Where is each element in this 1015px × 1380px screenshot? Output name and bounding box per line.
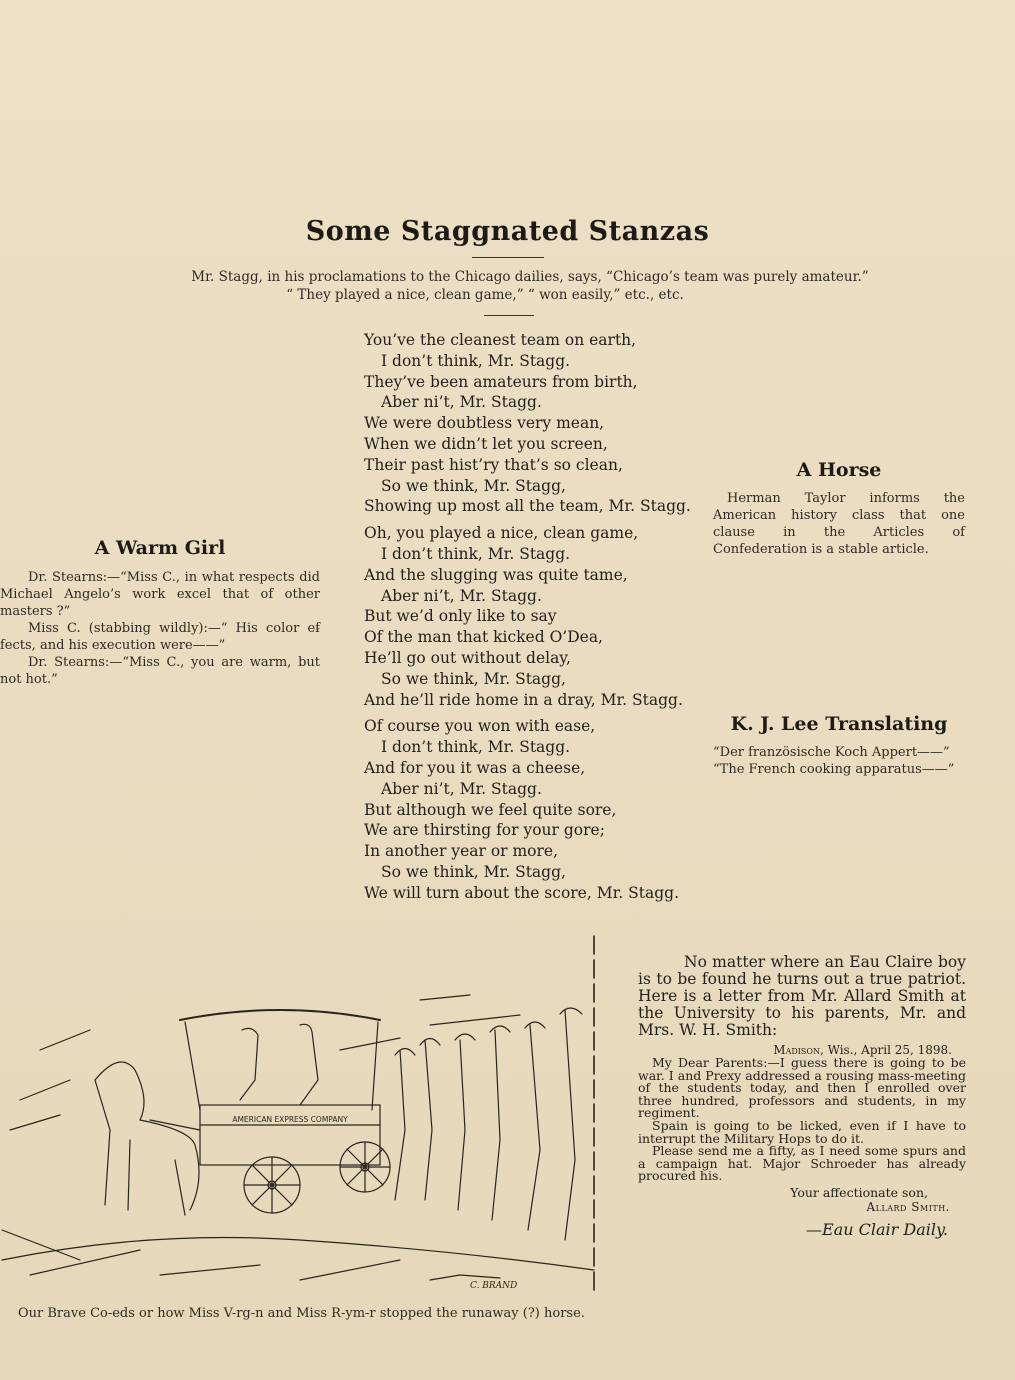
letter-paragraph: Spain is going to be licked, even if I have to interrupt the Military Hops to do it.	[638, 1117, 966, 1146]
poem-line: Showing up most all the team, Mr. Stagg.	[364, 497, 691, 516]
horse-text: Herman Taylor informs the American history class that one clause in the Articles of Confederation is a stable article.	[713, 491, 965, 557]
poem-line: We were doubtless very mean,	[364, 414, 605, 433]
letter-body	[638, 1057, 966, 1183]
poem-line: So we think, Mr. Stagg,	[381, 862, 566, 881]
poem-line: Aber ni’t, Mr. Stagg.	[381, 393, 542, 412]
dateline-place: Madison	[773, 1043, 820, 1057]
poem-line: I don’t think, Mr. Stagg.	[381, 351, 571, 370]
poem-line: And for you it was a cheese,	[364, 758, 586, 777]
stanza-1	[364, 330, 704, 517]
intro-line-2: “ They played a nice, clean game,” “ won easily,” etc., etc.	[286, 287, 684, 303]
patriot-section	[638, 954, 966, 1239]
poem-line: So we think, Mr. Stagg,	[381, 669, 566, 688]
lee-section	[713, 713, 965, 778]
poem-line: So we think, Mr. Stagg,	[381, 476, 566, 495]
poem-line: I don’t think, Mr. Stagg.	[381, 544, 571, 563]
poem-line: When we didn’t let you screen,	[364, 434, 608, 453]
poem-line: Aber ni’t, Mr. Stagg.	[381, 586, 542, 605]
poem-line: Their past hist’ry that’s so clean,	[364, 455, 623, 474]
letter-paragraph: Please send me a fifty, as I need some spurs and a campaign hat. Major Schroeder has already procured his.	[638, 1143, 966, 1184]
stanza-2	[364, 523, 704, 710]
letter-closing: Your affectionate son,	[790, 1184, 928, 1200]
poem-line: And the slugging was quite tame,	[364, 565, 628, 584]
poem-line: Oh, you played a nice, clean game,	[364, 524, 639, 543]
intro-note	[150, 268, 910, 304]
letter-signature: Allard Smith.	[866, 1199, 950, 1214]
warm-girl-paragraph: Dr. Stearns:—“Miss C., you are warm, but not hot.”	[0, 655, 320, 687]
poem-line: We are thirsting for your gore;	[364, 821, 605, 840]
horse-heading: A Horse	[796, 459, 882, 481]
page-title: Some Staggnated Stanzas	[305, 216, 710, 247]
poem-line: They’ve been amateurs from birth,	[364, 372, 638, 391]
poem-line: Of course you won with ease,	[364, 717, 596, 736]
warm-girl-heading: A Warm Girl	[94, 537, 226, 559]
wagon-illustration	[0, 930, 600, 1302]
warm-girl-paragraph: Miss C. (stabbing wildly):—“ His color ef̵ fects, and his execution were——”	[0, 621, 320, 653]
intro-rule	[484, 315, 534, 316]
patriot-lead: No matter where an Eau Claire boy is to be found he turns out a true patriot. Here is a letter from Mr. Allard Smith at the University to his parents, Mr. and Mrs. W. H. Smith:	[638, 953, 966, 1039]
dateline-rest: , Wis., April 25, 1898.	[819, 1043, 952, 1057]
poem-line: He’ll go out without delay,	[364, 648, 571, 667]
lee-line-1: “Der französische Koch Appert——”	[713, 745, 950, 760]
poem-line: But although we feel quite sore,	[364, 800, 617, 819]
poem-line: I don’t think, Mr. Stagg.	[381, 738, 571, 757]
poem-line: Aber ni’t, Mr. Stagg.	[381, 779, 542, 798]
poem	[364, 330, 704, 910]
letter-source: —Eau Clair Daily.	[806, 1219, 948, 1239]
lee-heading: K. J. Lee Translating	[730, 713, 948, 735]
letter-paragraph: My Dear Parents:—I guess there is going to be war. I and Prexy addressed a rousing mass-meeting of the students today, and then I enrolled over three hundred, professors and students, in my regiment.	[638, 1055, 966, 1121]
stanza-3	[364, 716, 704, 903]
intro-line-1: Mr. Stagg, in his proclamations to the Chicago dailies, says, “Chicago’s team was purely amateur.”	[191, 269, 869, 285]
title-rule	[472, 257, 544, 258]
artist-signature: C. BRAND	[470, 1281, 518, 1291]
poem-line: But we’d only like to say	[364, 607, 557, 626]
poem-line: You’ve the cleanest team on earth,	[364, 331, 637, 349]
wagon-sign: AMERICAN EXPRESS COMPANY	[232, 1115, 348, 1124]
warm-girl-paragraph: Dr. Stearns:—“Miss C., in what respects did Michael Angelo’s work excel that of other masters ?”	[0, 570, 320, 619]
poem-line: And he’ll ride home in a dray, Mr. Stagg.	[364, 690, 683, 709]
illustration-caption: Our Brave Co-eds or how Miss V-rg-n and Miss R-ym-r stopped the runaway (?) horse.	[18, 1306, 585, 1321]
poem-line: In another year or more,	[364, 842, 559, 861]
warm-girl-section	[0, 537, 320, 688]
poem-line: We will turn about the score, Mr. Stagg.	[364, 883, 680, 902]
lee-line-2: “The French cooking apparatus——”	[713, 762, 955, 777]
poem-line: Of the man that kicked O’Dea,	[364, 628, 603, 647]
horse-section	[713, 459, 965, 558]
